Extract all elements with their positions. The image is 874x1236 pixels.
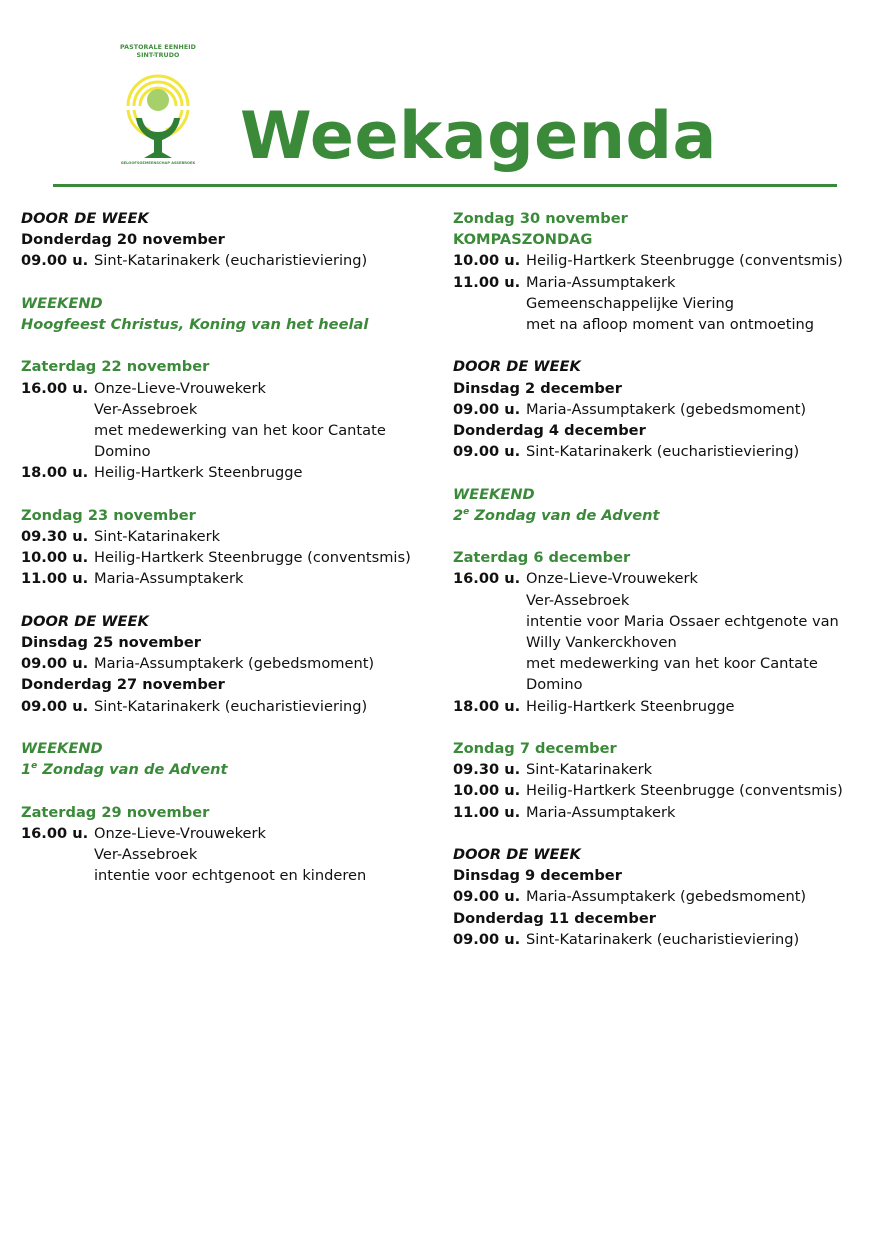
schedule-section [21,356,441,483]
day-heading: Zaterdag 6 december [453,549,631,567]
entry-time: 09.00 u. [453,888,521,906]
feast-title: Hoogfeest Christus, Koning van het heelal [21,316,369,333]
day-heading: Dinsdag 25 november [21,634,201,651]
schedule-entry [453,759,863,780]
logo-emblem-icon [120,62,196,160]
entry-place: Heilig-Hartkerk Steenbrugge [94,464,303,482]
logo-text: PASTORALE EENHEID SINT-TRUDO [119,44,197,59]
schedule-section [453,738,863,823]
entry-place: Heilig-Hartkerk Steenbrugge (conventsmis) [94,549,411,567]
entry-time: 10.00 u. [21,549,89,567]
day-heading: Zaterdag 29 november [21,803,210,821]
entry-note: met medewerking van het koor Cantate [526,655,818,673]
page-header [0,0,874,190]
schedule-section [21,505,441,590]
schedule-entry [21,547,441,568]
schedule-entry [453,399,863,420]
section-heading: DOOR DE WEEK [453,358,581,376]
section-heading: WEEKEND [21,740,103,757]
section-heading: DOOR DE WEEK [21,210,149,227]
entry-time: 18.00 u. [21,464,89,482]
day-heading: Dinsdag 9 december [453,867,622,885]
entry-note: intentie voor echtgenoot en kinderen [94,867,367,885]
right-column [453,208,863,971]
day-heading: Donderdag 27 november [21,676,225,694]
entry-note: met medewerking van het koor Cantate [94,422,386,439]
entry-note: Gemeenschappelijke Viering [526,294,735,312]
day-heading: Donderdag 4 december [453,422,646,440]
entry-note: met na afloop moment van ontmoeting [526,316,815,334]
entry-time: 16.00 u. [21,824,89,842]
day-heading: Zondag 7 december [453,740,617,758]
entry-time: 16.00 u. [453,570,521,588]
schedule-section [453,356,863,462]
entry-time: 11.00 u. [21,570,89,588]
day-heading: Donderdag 20 november [21,231,225,249]
entry-place: Maria-Assumptakerk (gebedsmoment) [526,888,807,906]
entry-place: Heilig-Hartkerk Steenbrugge (conventsmis) [526,252,843,270]
feast-title: 2e Zondag van de Advent [453,506,660,524]
entry-time: 09.00 u. [453,443,521,461]
schedule-entry [21,378,441,399]
schedule-entry [453,568,863,589]
schedule-entry [21,823,441,844]
entry-note: intentie voor Maria Ossaer echtgenote van [526,612,839,630]
page-title: Weekagenda [240,99,717,174]
entry-time: 18.00 u. [453,697,521,715]
schedule-section [453,208,863,335]
schedule-entry [21,526,441,547]
schedule-section [453,547,863,717]
entry-time: 11.00 u. [453,273,521,291]
entry-time: 09.30 u. [21,528,89,545]
entry-place: Maria-Assumptakerk (gebedsmoment) [526,400,807,418]
schedule-entry [453,780,863,801]
entry-time: 11.00 u. [453,803,521,821]
schedule-section [21,208,441,272]
entry-time: 10.00 u. [453,782,521,800]
section-heading: DOOR DE WEEK [453,846,581,864]
schedule-entry [453,802,863,823]
schedule-section [21,802,441,887]
schedule-entry [21,653,441,674]
day-heading: Donderdag 11 december [453,909,656,927]
entry-place: Sint-Katarinakerk [94,528,221,545]
day-heading: Zondag 30 november [453,210,628,227]
entry-place: Heilig-Hartkerk Steenbrugge (conventsmis) [526,782,843,800]
header-divider [53,184,837,187]
entry-time: 09.00 u. [453,930,521,948]
feast-title: 1e Zondag van de Advent [21,761,228,779]
schedule-section [21,738,441,780]
day-heading: Zondag 23 november [21,506,196,524]
schedule-entry [453,441,863,462]
entry-time: 09.00 u. [453,400,521,418]
entry-place: Maria-Assumptakerk [94,570,244,588]
entry-note: Ver-Assebroek [526,591,630,609]
entry-place: Maria-Assumptakerk (gebedsmoment) [94,655,375,673]
entry-place: Sint-Katarinakerk (eucharistieviering) [526,930,800,948]
schedule-entry [21,250,441,271]
entry-time: 09.00 u. [21,252,89,270]
schedule-entry [453,696,863,717]
schedule-entry [453,886,863,907]
entry-place: Sint-Katarinakerk (eucharistieviering) [94,252,368,270]
entry-note: Domino [94,443,151,461]
feast-title: KOMPASZONDAG [453,231,593,249]
entry-place: Onze-Lieve-Vrouwekerk [526,570,698,588]
left-column [21,208,441,908]
schedule-section [21,293,441,335]
schedule-entry [453,250,863,271]
entry-note: Ver-Assebroek [94,400,198,418]
entry-place: Sint-Katarinakerk (eucharistieviering) [526,443,800,461]
section-heading: DOOR DE WEEK [21,612,149,630]
entry-place: Onze-Lieve-Vrouwekerk [94,824,266,842]
day-heading: Zaterdag 22 november [21,358,210,376]
entry-place: Sint-Katarinakerk [526,761,653,779]
entry-note: Domino [526,676,583,694]
section-heading: WEEKEND [21,294,103,312]
schedule-section [453,844,863,950]
entry-time: 09.00 u. [21,697,89,715]
entry-note: Willy Vankerckhoven [526,634,677,652]
day-heading: Dinsdag 2 december [453,379,622,397]
section-heading: WEEKEND [453,485,535,503]
entry-place: Sint-Katarinakerk (eucharistieviering) [94,697,368,715]
logo-subtext: GELOOFSGEMEENSCHAP ASSEBROEK [120,161,196,165]
schedule-entry [21,696,441,717]
schedule-entry [453,929,863,950]
entry-place: Maria-Assumptakerk [526,273,676,291]
entry-time: 09.30 u. [453,761,521,779]
schedule-entry [21,568,441,589]
entry-note: Ver-Assebroek [94,846,198,863]
schedule-section [453,484,863,526]
entry-time: 10.00 u. [453,252,521,270]
entry-place: Onze-Lieve-Vrouwekerk [94,379,266,397]
entry-place: Heilig-Hartkerk Steenbrugge [526,697,735,715]
entry-time: 09.00 u. [21,655,89,673]
schedule-section [21,611,441,717]
entry-place: Maria-Assumptakerk [526,803,676,821]
schedule-entry [453,272,863,293]
entry-time: 16.00 u. [21,379,89,397]
schedule-entry [21,462,441,483]
parish-logo [112,44,204,170]
